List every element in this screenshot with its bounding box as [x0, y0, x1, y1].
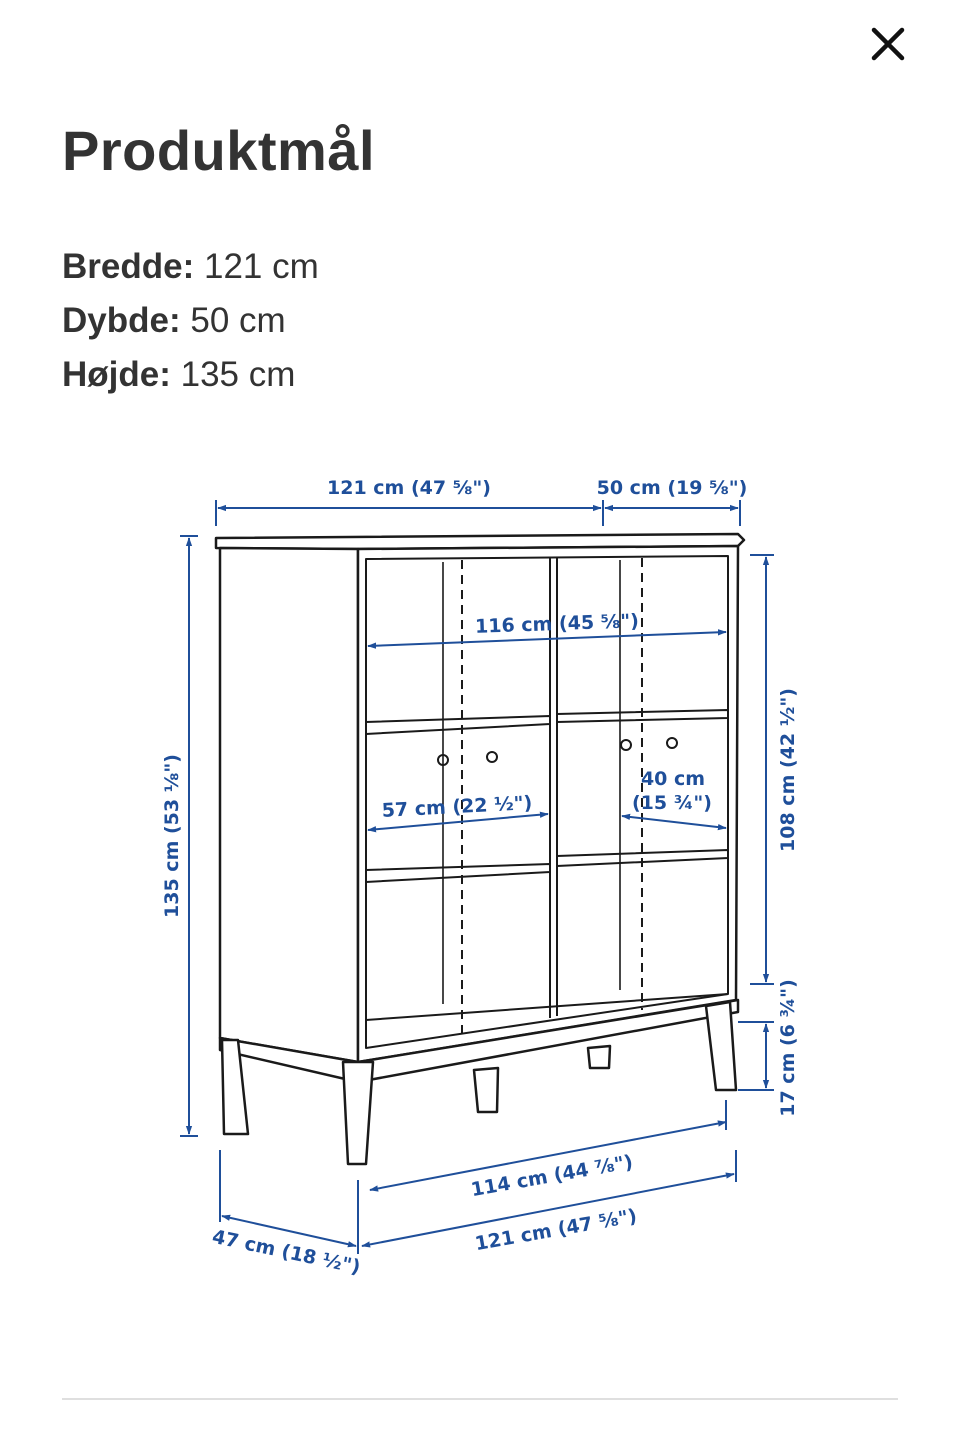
dimension-height [62, 348, 319, 402]
label-shelf-depth-1: 40 cm [640, 768, 706, 790]
page-title: Produktmål [62, 119, 376, 182]
label-bottom-width: 121 cm (47 ⅝") [473, 1205, 639, 1256]
dimension-drawing [0, 440, 960, 1320]
label-top-width: 121 cm (47 ⅝") [327, 477, 491, 499]
close-icon [868, 24, 908, 64]
dimension-label: Højde: [62, 355, 171, 394]
dimension-value: 121 cm [203, 247, 319, 286]
dimension-width [62, 240, 319, 294]
close-button[interactable] [858, 14, 918, 74]
label-shelf-width: 57 cm (22 ½") [381, 792, 533, 822]
dimension-label: Dybde: [62, 301, 181, 340]
dimension-depth [62, 294, 319, 348]
dimension-value: 135 cm [180, 355, 296, 394]
label-bottom-depth: 47 cm (18 ½") [210, 1225, 363, 1279]
label-base-width: 114 cm (44 ⅞") [469, 1151, 635, 1202]
dimension-value: 50 cm [190, 301, 286, 340]
divider [62, 1398, 898, 1400]
label-top-depth: 50 cm (19 ⅝") [596, 477, 748, 499]
label-shelf-depth-2: (15 ¾") [632, 792, 712, 814]
label-leg-height: 17 cm (6 ¾") [777, 979, 799, 1117]
label-total-height: 135 cm (53 ⅛") [161, 754, 183, 918]
label-cabinet-height: 108 cm (42 ½") [777, 688, 799, 852]
label-inner-width: 116 cm (45 ⅝") [474, 610, 640, 638]
dimension-label: Bredde: [62, 247, 195, 286]
dimension-list [62, 240, 319, 402]
